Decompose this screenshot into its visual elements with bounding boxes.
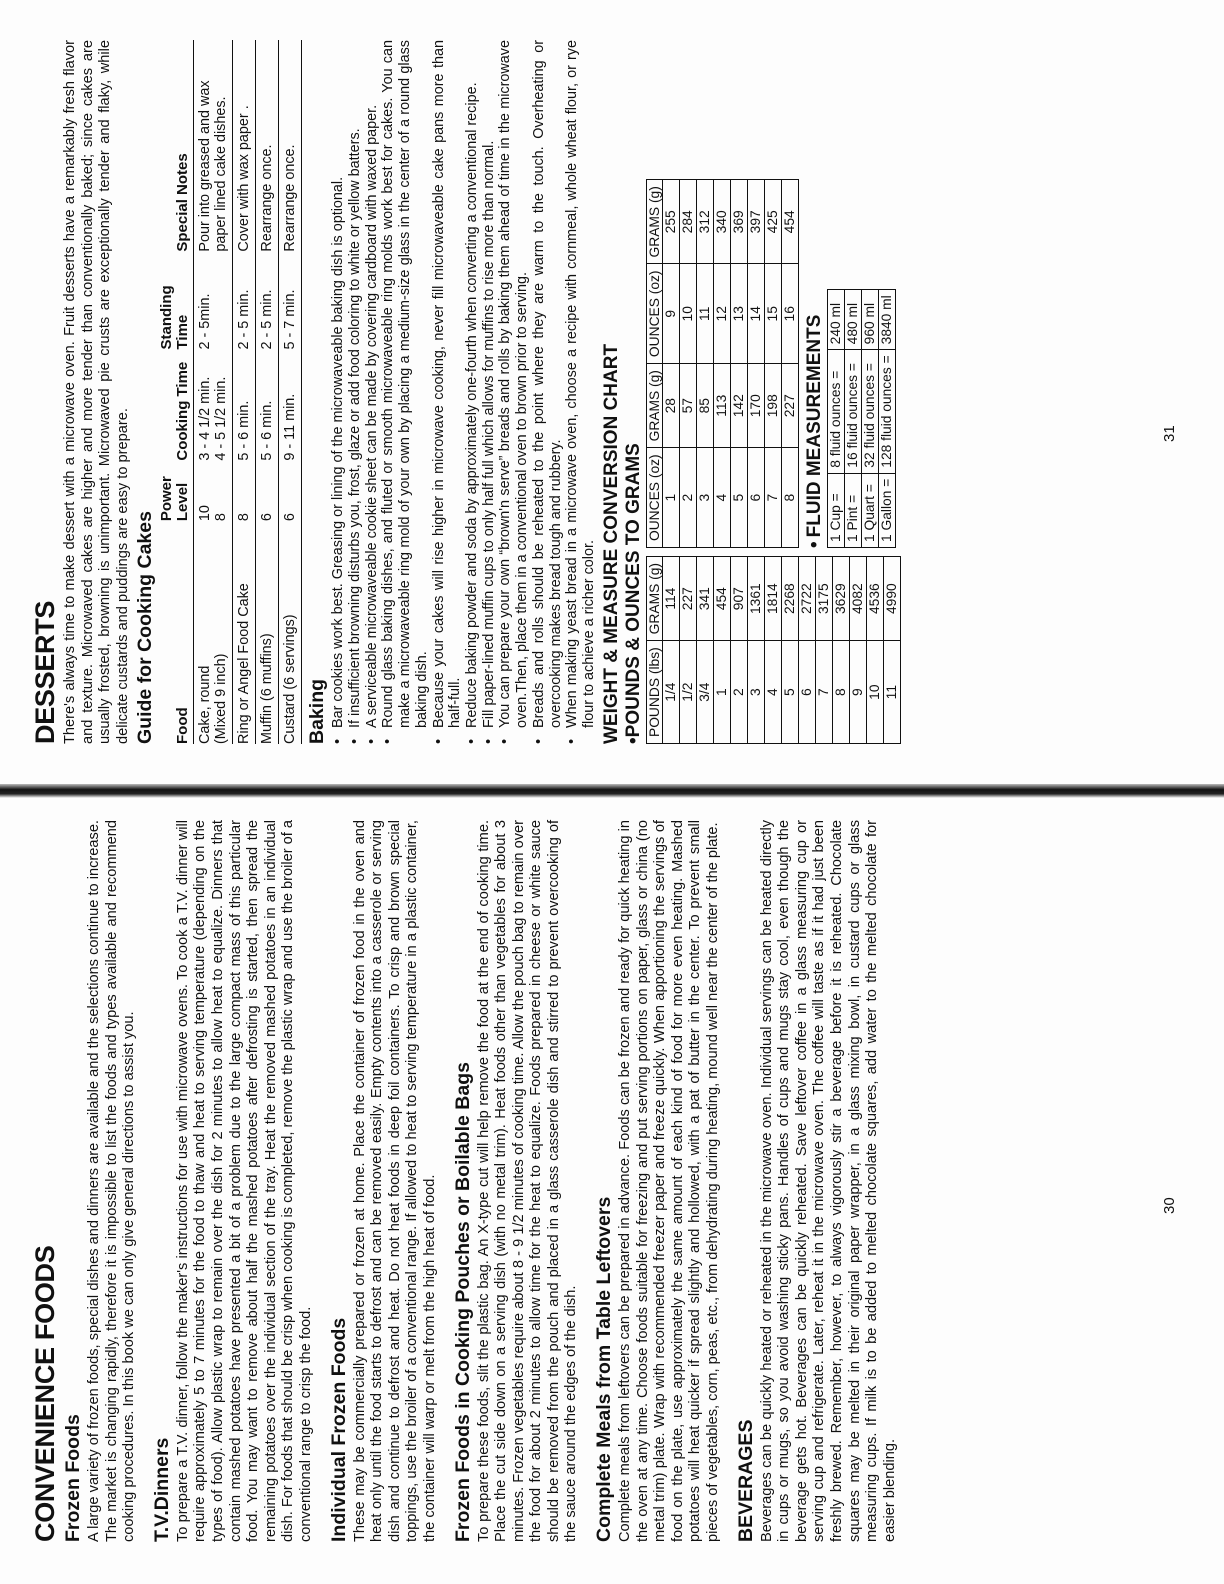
baking-tip: • Bar cookies work best. Greasing or lining of the microwaveable baking dish is optional. <box>330 40 347 744</box>
cake-guide-table <box>159 40 302 744</box>
pounds-row <box>663 557 680 744</box>
pounds-cell: 4990 <box>884 557 901 641</box>
pounds-cell: 1/4 <box>663 641 680 744</box>
cake-col-header: Food <box>159 521 194 744</box>
cake-cell-food: Cake, round (Mixed 9 inch) <box>194 521 233 744</box>
desserts-intro: There's always time to make dessert with a microwave oven. Fruit desserts have a remarkably fresh flavor and texture. Microwaved cakes are higher and more tender than conventionally baked; since cakes are usually frosted, browning is unimportant. Microwaved pie crusts are exceptionally tender and flaky, while delicate custards and puddings are easy to prepare. <box>62 40 131 744</box>
ounces-cell: 255 <box>663 180 680 264</box>
pounds-cell: 341 <box>697 557 714 641</box>
fluid-row <box>828 290 845 548</box>
pounds-cell: 3629 <box>833 557 850 641</box>
ounces-col-header: GRAMS (g) <box>646 180 663 264</box>
page-30 <box>0 792 1224 1584</box>
beverages-text: Beverages can be quickly heated or reheated in the microwave oven. Individual servings can be heated directly in cups or mugs, so you avoid washing sticky pans. Handles of cups and mugs stay cool, even though the beverage gets hot. Beverages can be quickly reheated. Save leftover coffee in a glass measuring cup or serving cup and refrigerate. Later, reheat it in the microwave oven. The coffee will taste as if it had just been freshly brewed. Remember, however, to always vigorously stir a beverage before it is reheated. Chocolate squares may be melted in their original paper wrapper, in a glass mixing bowl, in custard cups or glass measuring cups. If milk is to be added to melted chocolate squares, add water to the melted chocolate for easier blending. <box>758 820 898 1542</box>
frozen-foods-heading: Frozen Foods <box>62 1414 84 1542</box>
cake-cell-power: 8 <box>233 461 256 522</box>
cake-cell-power: 6 <box>256 461 279 522</box>
cake-cell-stand: 5 - 7 min. <box>279 252 302 350</box>
ounces-col-header: GRAMS (g) <box>646 364 663 448</box>
fluid-row <box>862 290 879 548</box>
ounces-cell: 397 <box>748 180 765 264</box>
ounces-grams-table <box>646 179 800 548</box>
ounces-cell: 284 <box>680 180 697 264</box>
pounds-col-header: GRAMS (g) <box>646 557 663 641</box>
fluid-cell: 240 ml <box>828 290 845 350</box>
fluid-measurements-table <box>827 289 896 548</box>
ounces-cell: 12 <box>714 264 731 364</box>
ounces-row <box>765 180 782 548</box>
ounces-row <box>748 180 765 548</box>
cake-row <box>233 40 256 744</box>
cake-cell-notes: Rearrange once. <box>256 40 279 252</box>
pounds-cell: 2 <box>731 641 748 744</box>
cake-row <box>256 40 279 744</box>
desserts-title: DESSERTS <box>30 600 60 744</box>
pounds-cell: 1/2 <box>680 641 697 744</box>
ounces-cell: 2 <box>680 448 697 548</box>
leftovers-heading: Complete Meals from Table Leftovers <box>593 1196 616 1542</box>
pounds-row <box>799 557 816 744</box>
cake-cell-stand: 2 - 5min. <box>194 252 233 350</box>
pounds-row <box>731 557 748 744</box>
pounds-cell: 114 <box>663 557 680 641</box>
pounds-cell: 454 <box>714 557 731 641</box>
cake-cell-food: Custard (6 servings) <box>279 521 302 744</box>
ounces-cell: 1 <box>663 448 680 548</box>
frozen-foods-text: A large variety of frozen foods, special dishes and dinners are available and the selections continue to increase. The market is changing rapidly, therefore it is impossible to list the foods and types available and recommend cooking procedures. In this book we can only give general directions to assist you. <box>86 820 138 1542</box>
baking-heading: Baking <box>306 678 329 744</box>
ounces-row <box>680 180 697 548</box>
ounces-row <box>714 180 731 548</box>
pounds-cell: 6 <box>799 641 816 744</box>
leftovers-text: Complete meals from leftovers can be prepared in advance. Foods can be frozen and ready for quick heating in the oven at any time. Choose foods suitable for freezing and put serving portions on paper, glass or china (no metal trim) plate. Wrap with recommended freezer paper and freeze quickly. When apportioning the servings of food on the plate, use approximately the same amount of each kind of food for more even heating. Mashed potatoes will heat quicker if spread slightly and hollowed, with a pat of butter in the center. To prevent small pieces of vegetables, corn, peas, etc., from dehydrating during heating, mound well near the center of the plate. <box>617 820 722 1542</box>
ounces-cell: 28 <box>663 364 680 448</box>
ounces-cell: 6 <box>748 448 765 548</box>
pounds-cell: 4 <box>765 641 782 744</box>
page-number-30: 30 <box>1161 1197 1178 1214</box>
ounces-cell: 7 <box>765 448 782 548</box>
pounds-cell: 7 <box>816 641 833 744</box>
cake-cell-stand: 2 - 5 min. <box>233 252 256 350</box>
ounces-and-fluid <box>646 179 902 548</box>
pounds-row <box>816 557 833 744</box>
ounces-cell: 369 <box>731 180 748 264</box>
baking-tips-list <box>330 40 597 744</box>
ounces-cell: 4 <box>714 448 731 548</box>
cake-cell-notes: Pour into greased and wax paper lined cake dishes. <box>194 40 233 252</box>
ounces-cell: 425 <box>765 180 782 264</box>
ounces-cell: 142 <box>731 364 748 448</box>
baking-tip: • You can prepare your own “brown'n serve” breads and rolls by baking them ahead of time in the microwave oven.Then, place them in a conventional oven to brown prior to serving. <box>497 40 530 744</box>
pounds-cell: 1361 <box>748 557 765 641</box>
bullet-icon: • <box>622 737 644 744</box>
pounds-grams-table <box>646 556 902 744</box>
pounds-cell: 4082 <box>850 557 867 641</box>
fluid-cell: 8 fluid ounces = <box>828 350 845 473</box>
pounds-cell: 4536 <box>867 557 884 641</box>
ounces-cell: 454 <box>782 180 799 264</box>
ounces-cell: 13 <box>731 264 748 364</box>
ounces-cell: 3 <box>697 448 714 548</box>
fluid-cell: 960 ml <box>862 290 879 350</box>
pounds-cell: 227 <box>680 557 697 641</box>
ounces-cell: 10 <box>680 264 697 364</box>
ounces-col-header: OUNCES (oz) <box>646 448 663 548</box>
baking-tip: • Reduce baking powder and soda by approximately one-fourth when converting a conventional recipe. <box>464 40 481 744</box>
pounds-cell: 3 <box>748 641 765 744</box>
cake-cell-cook: 3 - 4 1/2 min. 4 - 5 1/2 min. <box>194 349 233 460</box>
fluid-cell: 16 fluid ounces = <box>845 350 862 473</box>
pounds-row <box>765 557 782 744</box>
ounces-col-header: OUNCES (oz) <box>646 264 663 364</box>
pounds-row <box>714 557 731 744</box>
cake-cell-food: Muffin (6 muffins) <box>256 521 279 744</box>
cake-col-header: Cooking Time <box>159 349 194 460</box>
individual-frozen-text: These may be commercially prepared or frozen at home. Place the container of frozen food in the oven and heat only until the food starts to defrost and can be removed easily. Empty contents into a casserole or serving dish and continue to defrost and heat. Do not heat foods in deep foil containers. To crisp and brown special toppings, use the broiler of a conventional range. If allowed to heat to serving temperature in a plastic container, the container will warp or melt from the high heat of food. <box>351 820 438 1542</box>
beverages-heading: BEVERAGES <box>734 1419 757 1542</box>
pounds-col-header: POUNDS (lbs) <box>646 641 663 744</box>
cake-cell-power: 6 <box>279 461 302 522</box>
pounds-row <box>782 557 799 744</box>
pounds-cell: 8 <box>833 641 850 744</box>
cake-cell-cook: 5 - 6 min. <box>256 349 279 460</box>
pounds-cell: 5 <box>782 641 799 744</box>
ounces-cell: 57 <box>680 364 697 448</box>
fluid-cell: 1 Gallon = <box>879 473 896 547</box>
ounces-row <box>663 180 680 548</box>
ounces-cell: 170 <box>748 364 765 448</box>
ounces-cell: 14 <box>748 264 765 364</box>
individual-frozen-heading: Individual Frozen Foods <box>327 1317 350 1542</box>
pounds-cell: 907 <box>731 557 748 641</box>
fluid-cell: 1 Cup = <box>828 473 845 547</box>
ounces-cell: 11 <box>697 264 714 364</box>
pouches-text: To prepare these foods, slit the plastic bag. An X-type cut will help remove the food at the end of cooking time. Place the cut side down on a serving dish (with no metal trim). Heat foods other than vegetables for about 3 minutes. Frozen vegetables require about 8 - 9 1/2 minutes of cooking time. Allow the pouch bag to remain over the food for about 2 minutes to allow time for the heat to equalize. Foods prepared in cheese or white sauce should be removed from the pouch and placed in a glass casserole dish and stirred to prevent overcooking of the sauce around the edges of the dish. <box>475 820 580 1542</box>
ounces-cell: 15 <box>765 264 782 364</box>
ounces-cell: 312 <box>697 180 714 264</box>
cake-cell-cook: 5 - 6 min. <box>233 349 256 460</box>
bullet-icon: • <box>804 541 826 549</box>
pounds-cell: 1 <box>714 641 731 744</box>
fluid-measurements-heading: •FLUID MEASUREMENTS <box>804 314 826 549</box>
page-number-31: 31 <box>1161 425 1178 442</box>
pounds-row <box>697 557 714 744</box>
cake-cell-food: Ring or Angel Food Cake <box>233 521 256 744</box>
pounds-cell: 3/4 <box>697 641 714 744</box>
ounces-cell: 9 <box>663 264 680 364</box>
pounds-cell: 1814 <box>765 557 782 641</box>
pounds-row <box>748 557 765 744</box>
ounces-cell: 16 <box>782 264 799 364</box>
cake-col-header: Standing Time <box>159 252 194 350</box>
weight-measure-heading: WEIGHT & MEASURE CONVERSION CHART <box>600 343 622 744</box>
ounces-cell: 5 <box>731 448 748 548</box>
cake-cell-notes: Cover with wax paper . <box>233 40 256 252</box>
cake-row <box>279 40 302 744</box>
ounces-cell: 113 <box>714 364 731 448</box>
convenience-foods-title: CONVENIENCE FOODS <box>30 1245 60 1542</box>
baking-tip: • Fill paper-lined muffin cups to only half full which allows for muffins to rise more than normal. <box>481 40 498 744</box>
pounds-cell: 9 <box>850 641 867 744</box>
pounds-row <box>884 557 901 744</box>
fluid-row <box>879 290 896 548</box>
baking-tip: • Because your cakes will rise higher in microwave cooking, never fill microwaveable cake pans more than half-full. <box>431 40 464 744</box>
cake-row <box>194 40 233 744</box>
conversion-tables <box>646 40 902 744</box>
cake-cell-cook: 9 - 11 min. <box>279 349 302 460</box>
fluid-cell: 480 ml <box>845 290 862 350</box>
pouches-heading: Frozen Foods in Cooking Pouches or Boilable Bags <box>451 1062 474 1542</box>
baking-tip: • Round glass baking dishes, and fluted or smooth microwaveable ring molds work best for cakes. You can make a microwaveable ring mold of your own by placing a medium-size glass in the center of a round glass baking dish. <box>380 40 430 744</box>
pounds-cell: 10 <box>867 641 884 744</box>
pounds-row <box>850 557 867 744</box>
pounds-cell: 3175 <box>816 557 833 641</box>
baking-tip: • A serviceable microwaveable cookie sheet can be made by covering cardboard with waxed paper. <box>364 40 381 744</box>
tv-dinners-heading: T.V.Dinners <box>150 1437 173 1542</box>
ounces-row <box>731 180 748 548</box>
cake-cell-power: 10 8 <box>194 461 233 522</box>
ounces-cell: 340 <box>714 180 731 264</box>
fluid-row <box>845 290 862 548</box>
ounces-cell: 227 <box>782 364 799 448</box>
fluid-cell: 1 Pint = <box>845 473 862 547</box>
cake-cell-stand: 2 - 5 min. <box>256 252 279 350</box>
ounces-cell: 85 <box>697 364 714 448</box>
ounces-row <box>697 180 714 548</box>
pounds-row <box>680 557 697 744</box>
pounds-cell: 2722 <box>799 557 816 641</box>
pounds-cell: 11 <box>884 641 901 744</box>
fluid-cell: 3840 ml <box>879 290 896 350</box>
baking-tip: • Breads and rolls should be reheated to the point where they are warm to the touch. Overheating or overcooking makes bread tough and rubbery. <box>531 40 564 744</box>
ounces-row <box>782 180 799 548</box>
pounds-cell: 2268 <box>782 557 799 641</box>
ounces-cell: 198 <box>765 364 782 448</box>
cake-col-header: Special Notes <box>159 40 194 252</box>
fluid-cell: 1 Quart = <box>862 473 879 547</box>
ounces-cell: 8 <box>782 448 799 548</box>
pounds-row <box>833 557 850 744</box>
pounds-ounces-heading: •POUNDS & OUNCES TO GRAMS <box>622 443 644 744</box>
cake-col-header: Power Level <box>159 461 194 522</box>
baking-tip: • If insufficient browning disturbs you, frost, glaze or add food coloring to white or yellow batters. <box>347 40 364 744</box>
fluid-cell: 128 fluid ounces = <box>879 350 896 473</box>
cake-cell-notes: Rearrange once. <box>279 40 302 252</box>
fluid-cell: 32 fluid ounces = <box>862 350 879 473</box>
baking-tip: • When making yeast bread in a microwave oven, choose a recipe with cornmeal, whole wheat flour, or rye flour to achieve a richer color. <box>564 40 597 744</box>
tv-dinners-text: To prepare a T.V. dinner, follow the maker's instructions for use with microwave ovens. To cook a T.V. dinner will require approximately 5 to 7 minutes for the food to thaw and heat to serving temperature (depending on the types of food). Allow plastic wrap to remain over the dish for 2 minutes to allow heat to equalize. Dinners that contain mashed potatoes have presented a bit of a problem due to the large compact mass of this particular food. You may want to remove about half the mashed potatoes after defrosting is started, then spread the remaining potatoes over the individual section of the tray. Heat the removed mashed potatoes in an individual dish. For foods that should be crisp when cooking is completed, remove the plastic wrap and use the broiler of a conventional range to crisp the food. <box>174 820 314 1542</box>
cake-guide-heading: Guide for Cooking Cakes <box>134 511 157 744</box>
pounds-row <box>867 557 884 744</box>
